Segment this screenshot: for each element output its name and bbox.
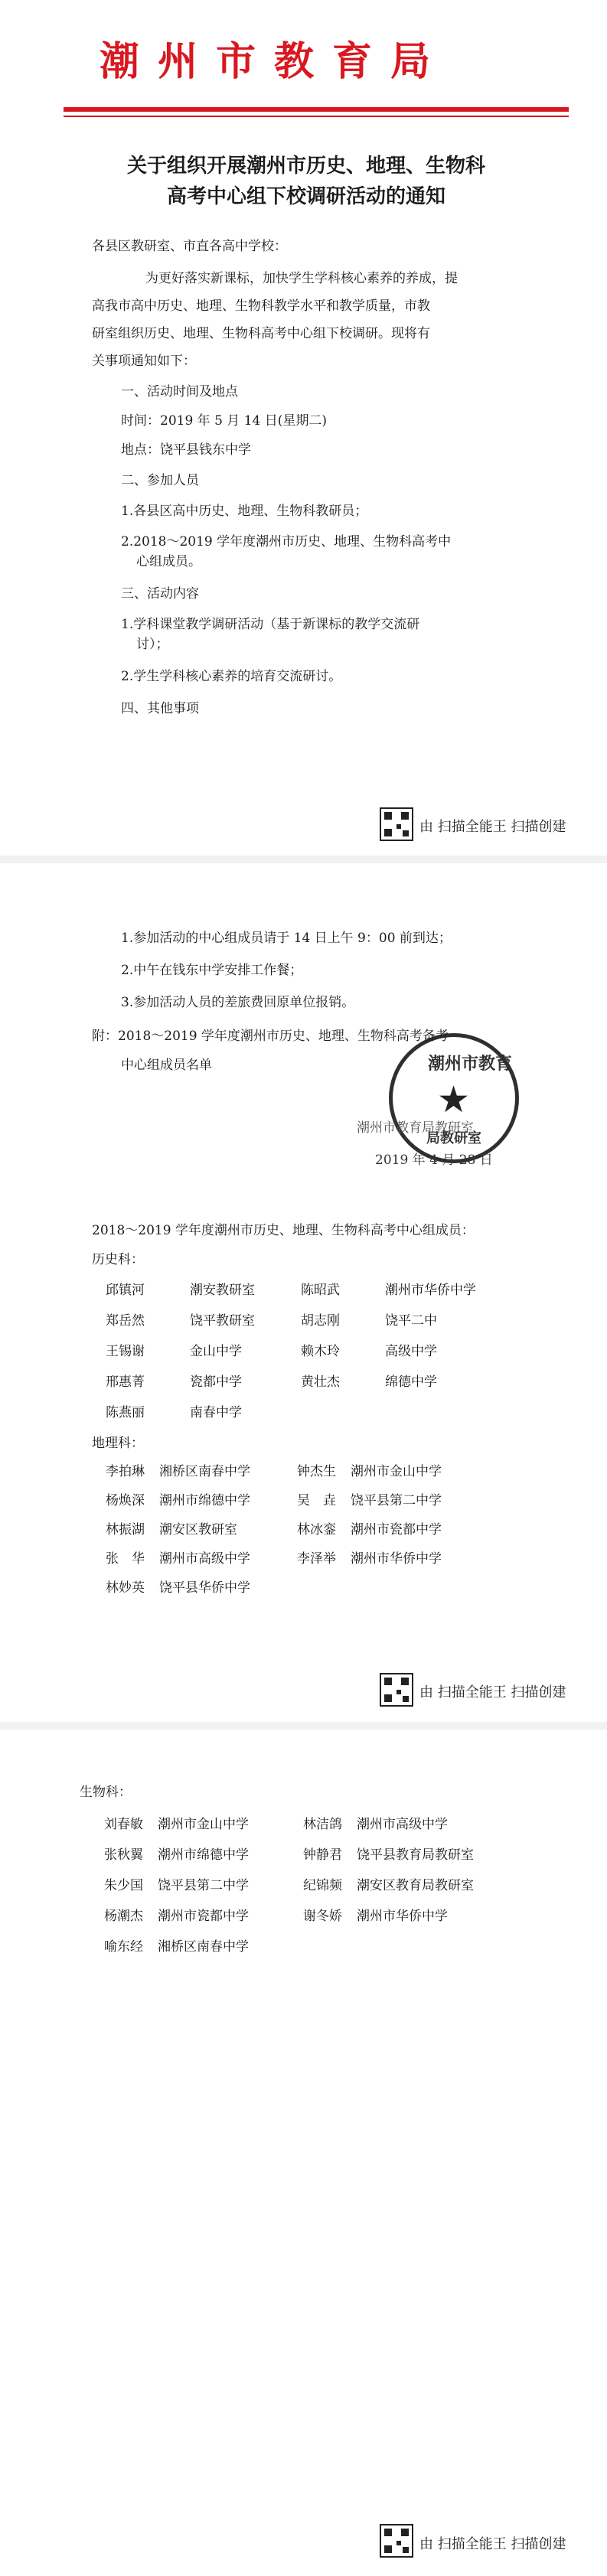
qr-code-icon xyxy=(380,2524,413,2558)
content-1-line2: 讨）； xyxy=(136,637,169,652)
table-row: 邢惠菁 瓷都中学 黄壮杰 绵德中学 xyxy=(106,1374,437,1390)
table-row: 喻东经 湘桥区南春中学 xyxy=(104,1939,249,1955)
geography-roster-table xyxy=(106,1457,442,1603)
event-place: 地点：饶平县钱东中学 xyxy=(121,442,251,458)
table-row: 刘春敏 潮州市金山中学 林洁鸽 潮州市高级中学 xyxy=(104,1817,448,1832)
content-2: 2.学生学科核心素养的培育交流研讨。 xyxy=(121,669,342,684)
document-title-line1: 关于组织开展潮州市历史、地理、生物科 xyxy=(126,155,485,178)
section-1-heading: 一、活动时间及地点 xyxy=(121,384,238,399)
table-row: 王锡谢 金山中学 赖木玲 高级中学 xyxy=(106,1344,437,1359)
star-icon: ★ xyxy=(437,1078,471,1121)
intro-line1: 为更好落实新课标，加快学生学科核心素养的养成，提 xyxy=(145,271,458,286)
official-seal: 潮州市教育 ★ 局教研室 xyxy=(389,1033,519,1163)
table-row: 邱镇河 潮安教研室 陈昭武 潮州市华侨中学 xyxy=(106,1283,476,1298)
page-break xyxy=(0,1722,607,1730)
page-break xyxy=(0,856,607,863)
attachment-line2: 中心组成员名单 xyxy=(121,1058,212,1073)
history-label: 历史科： xyxy=(92,1252,144,1267)
section-3-heading: 三、活动内容 xyxy=(121,586,199,602)
intro-line3: 研室组织历史、地理、生物科高考中心组下校调研。现将有 xyxy=(92,326,430,341)
other-item-1: 1.参加活动的中心组成员请于 14 日上午 9：00 前到达； xyxy=(121,931,452,946)
other-item-2: 2.中午在钱东中学安排工作餐； xyxy=(121,963,303,978)
event-time: 时间：2019 年 5 月 14 日(星期二) xyxy=(121,413,327,429)
document-title-line2: 高考中心组下校调研活动的通知 xyxy=(166,185,445,208)
attachment-line1: 附：2018～2019 学年度潮州市历史、地理、生物科高考备考 xyxy=(92,1029,449,1044)
history-roster-table xyxy=(106,1275,476,1428)
table-row: 林妙英 饶平县华侨中学 xyxy=(106,1580,250,1596)
letterhead-divider-thin xyxy=(64,116,569,117)
scan-watermark-text: 由 扫描全能王 扫描创建 xyxy=(419,819,566,835)
section-4-heading: 四、其他事项 xyxy=(121,701,199,716)
table-row: 李拍琳 湘桥区南春中学 钟杰生 潮州市金山中学 xyxy=(106,1464,442,1479)
participant-2-line1: 2.2018～2019 学年度潮州市历史、地理、生物科高考中 xyxy=(121,534,452,549)
salutation: 各县区教研室、市直各高中学校： xyxy=(92,239,287,254)
intro-line2: 高我市高中历史、地理、生物科教学水平和教学质量，市教 xyxy=(92,298,430,314)
table-row: 杨焕深 潮州市绵德中学 吴 垚 饶平县第二中学 xyxy=(106,1493,442,1508)
qr-code-icon xyxy=(380,807,413,841)
table-row: 朱少国 饶平县第二中学 纪锦频 潮安区教育局教研室 xyxy=(104,1878,474,1893)
table-row: 张秋翼 潮州市绵德中学 钟静君 饶平县教育局教研室 xyxy=(104,1847,474,1863)
section-2-heading: 二、参加人员 xyxy=(121,473,199,488)
participant-1: 1.各县区高中历史、地理、生物科教研员； xyxy=(121,504,368,519)
scan-watermark-text: 由 扫描全能王 扫描创建 xyxy=(419,1684,566,1700)
table-row: 郑岳然 饶平教研室 胡志刚 饶平二中 xyxy=(106,1313,437,1329)
qr-code-icon xyxy=(380,1673,413,1707)
table-row: 杨潮杰 潮州市瓷都中学 谢冬娇 潮州市华侨中学 xyxy=(104,1909,448,1924)
other-item-3: 3.参加活动人员的差旅费回原单位报销。 xyxy=(121,995,355,1010)
biology-label: 生物科： xyxy=(80,1785,132,1800)
signature-org: 潮州市教育局教研室 xyxy=(357,1120,474,1136)
letterhead-divider-thick xyxy=(64,107,569,112)
table-row: 张 华 潮州市高级中学 李泽举 潮州市华侨中学 xyxy=(106,1551,442,1567)
intro-line4: 关事项通知如下： xyxy=(92,354,196,369)
signature-date: 2019 年 4 月 28 日 xyxy=(375,1153,493,1168)
geography-label: 地理科： xyxy=(92,1436,144,1451)
roster-heading: 2018～2019 学年度潮州市历史、地理、生物科高考中心组成员： xyxy=(92,1223,475,1238)
participant-2-line2: 心组成员。 xyxy=(136,554,201,569)
biology-roster-table xyxy=(104,1809,474,1962)
content-1-line1: 1.学科课堂教学调研活动（基于新课标的教学交流研 xyxy=(121,617,420,632)
table-row: 陈燕丽 南春中学 xyxy=(106,1405,242,1420)
letterhead-title: 潮州市教育局 xyxy=(100,39,449,85)
table-row: 林振湖 潮安区教研室 林冰銮 潮州市瓷都中学 xyxy=(106,1522,442,1537)
scan-watermark-text: 由 扫描全能王 扫描创建 xyxy=(419,2536,566,2552)
